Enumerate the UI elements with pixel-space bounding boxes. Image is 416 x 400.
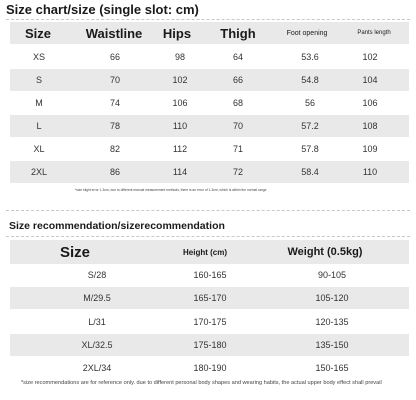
size-recommendation-note: *size recommendations are for reference only. due to different personal body shapes and wearing habits, the actual upper body effect shall prevail (21, 380, 382, 386)
cell-weight: 120-135 (315, 317, 349, 327)
header-foot-opening: Foot opening (286, 29, 328, 37)
cell-waistline: 70 (109, 75, 120, 85)
cell-waistline: 86 (109, 167, 120, 177)
cell-hips: 102 (172, 75, 188, 85)
table-row (10, 69, 409, 91)
cell-height: 160-165 (193, 270, 227, 280)
table-row (10, 311, 409, 333)
table-row (10, 357, 409, 379)
cell-height: 180-190 (193, 363, 227, 373)
cell-height: 170-175 (193, 317, 227, 327)
cell-waistline: 74 (109, 98, 120, 108)
cell-size: M (35, 98, 43, 108)
cell-hips: 110 (172, 121, 188, 131)
cell-weight: 105-120 (315, 293, 349, 303)
cell-thigh: 64 (232, 52, 243, 62)
cell-hips: 114 (172, 167, 188, 177)
header-size: Size (24, 25, 51, 41)
cell-thigh: 68 (232, 98, 243, 108)
cell-pants-length: 106 (362, 98, 378, 108)
cell-hips: 112 (172, 144, 188, 154)
size-chart-note: *size slight error 1-3cm, due to different manual measurement methods, there is an error of 1-3cm, which is within the normal range (75, 188, 267, 192)
divider (6, 210, 410, 211)
cell-height: 175-180 (193, 340, 227, 350)
cell-size: S/28 (87, 270, 107, 280)
divider (6, 19, 410, 20)
cell-size: XS (32, 52, 45, 62)
cell-waistline: 82 (109, 144, 120, 154)
cell-size: XL/32.5 (81, 340, 113, 350)
cell-size: M/29.5 (83, 293, 111, 303)
cell-weight: 90-105 (317, 270, 347, 280)
table-row (10, 264, 409, 286)
divider (6, 236, 410, 237)
cell-pants-length: 104 (362, 75, 378, 85)
header-pants-length: Pants length (357, 29, 391, 36)
cell-waistline: 66 (109, 52, 120, 62)
table-row (10, 138, 409, 160)
table-row (10, 287, 409, 309)
cell-weight: 150-165 (315, 363, 349, 373)
cell-size: XL (33, 144, 45, 154)
cell-size: S (35, 75, 42, 85)
cell-size: L/31 (88, 317, 106, 327)
header-waistline: Waistline (85, 25, 143, 41)
cell-pants-length: 102 (362, 52, 378, 62)
table-row (10, 334, 409, 356)
header-size: Size (59, 243, 90, 261)
header-thigh: Thigh (220, 25, 256, 41)
size-recommendation-header-row (10, 240, 409, 264)
cell-foot-opening: 56 (304, 98, 315, 108)
cell-thigh: 70 (232, 121, 243, 131)
table-row (10, 92, 409, 114)
table-row (10, 115, 409, 137)
size-recommendation-title: Size recommendation/sizerecommendation (9, 220, 225, 232)
cell-size: 2XL/34 (82, 363, 112, 373)
cell-pants-length: 110 (362, 167, 378, 177)
header-weight: Weight (0.5kg) (287, 246, 363, 258)
cell-hips: 98 (174, 52, 185, 62)
cell-pants-length: 108 (362, 121, 378, 131)
cell-thigh: 72 (232, 167, 243, 177)
cell-foot-opening: 53.6 (301, 52, 319, 62)
header-height: Height (cm) (183, 247, 227, 257)
cell-size: L (36, 121, 42, 131)
cell-thigh: 71 (232, 144, 243, 154)
size-chart-header-row (10, 22, 409, 44)
cell-size: 2XL (30, 167, 47, 177)
size-chart-title: Size chart/size (single slot: cm) (6, 2, 199, 17)
header-hips: Hips (162, 25, 192, 41)
cell-weight: 135-150 (315, 340, 349, 350)
cell-foot-opening: 54.8 (301, 75, 319, 85)
cell-pants-length: 109 (362, 144, 378, 154)
cell-thigh: 66 (232, 75, 243, 85)
cell-height: 165-170 (193, 293, 227, 303)
cell-hips: 106 (172, 98, 188, 108)
table-row (10, 46, 409, 68)
cell-foot-opening: 57.8 (301, 144, 319, 154)
cell-foot-opening: 58.4 (301, 167, 319, 177)
cell-foot-opening: 57.2 (301, 121, 319, 131)
cell-waistline: 78 (109, 121, 120, 131)
table-row (10, 161, 409, 183)
